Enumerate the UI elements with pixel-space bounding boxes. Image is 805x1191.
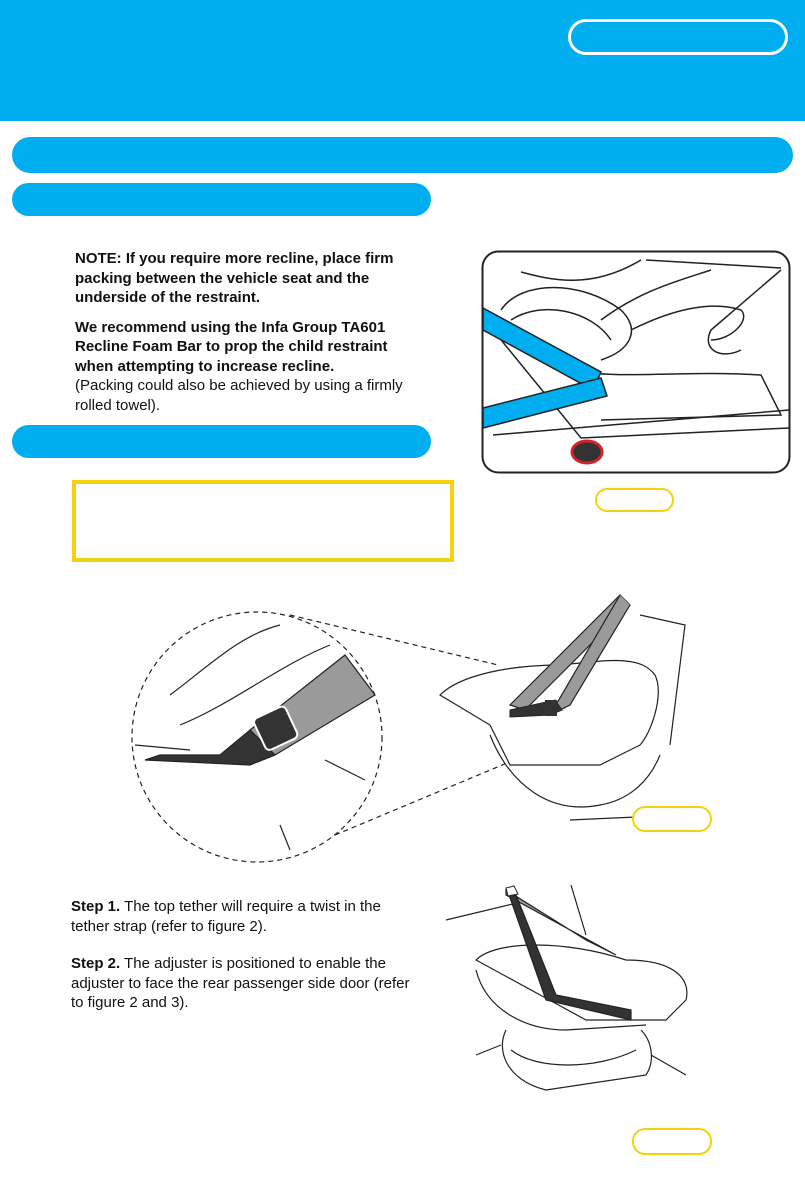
step-2-text: The adjuster is positioned to enable the adjuster to face the rear passenger side door (refer to figure 2 and 3). [71, 955, 410, 1011]
figure-2-label [632, 806, 712, 832]
figure-2-illustration [130, 585, 700, 865]
note-paragraph-2-normal: (Packing could also be achieved by using a firmly rolled towel). [75, 377, 403, 414]
header-title-pill [568, 19, 788, 55]
section-heading-bar [12, 137, 793, 173]
note-paragraph-2-bold: We recommend using the Infa Group TA601 Recline Foam Bar to prop the child restraint when attempting to increase recline. [75, 318, 388, 375]
step-2-label: Step 2. [71, 955, 121, 972]
figure-3-illustration [446, 880, 691, 1115]
figure-1-label [595, 488, 674, 512]
subsection-heading-bar-recline [12, 183, 431, 216]
subsection-heading-bar-tether [12, 425, 431, 458]
figure-3-label [632, 1128, 712, 1155]
step-1-text: The top tether will require a twist in the tether strap (refer to figure 2). [71, 898, 381, 935]
step-1-label: Step 1. [71, 898, 121, 915]
figure-1-illustration [481, 250, 791, 475]
note-paragraph-1: NOTE: If you require more recline, place firm packing between the vehicle seat and the underside of the restraint. [75, 250, 394, 306]
steps-text [71, 897, 421, 1031]
recline-note [75, 249, 425, 425]
warning-box [72, 480, 454, 562]
